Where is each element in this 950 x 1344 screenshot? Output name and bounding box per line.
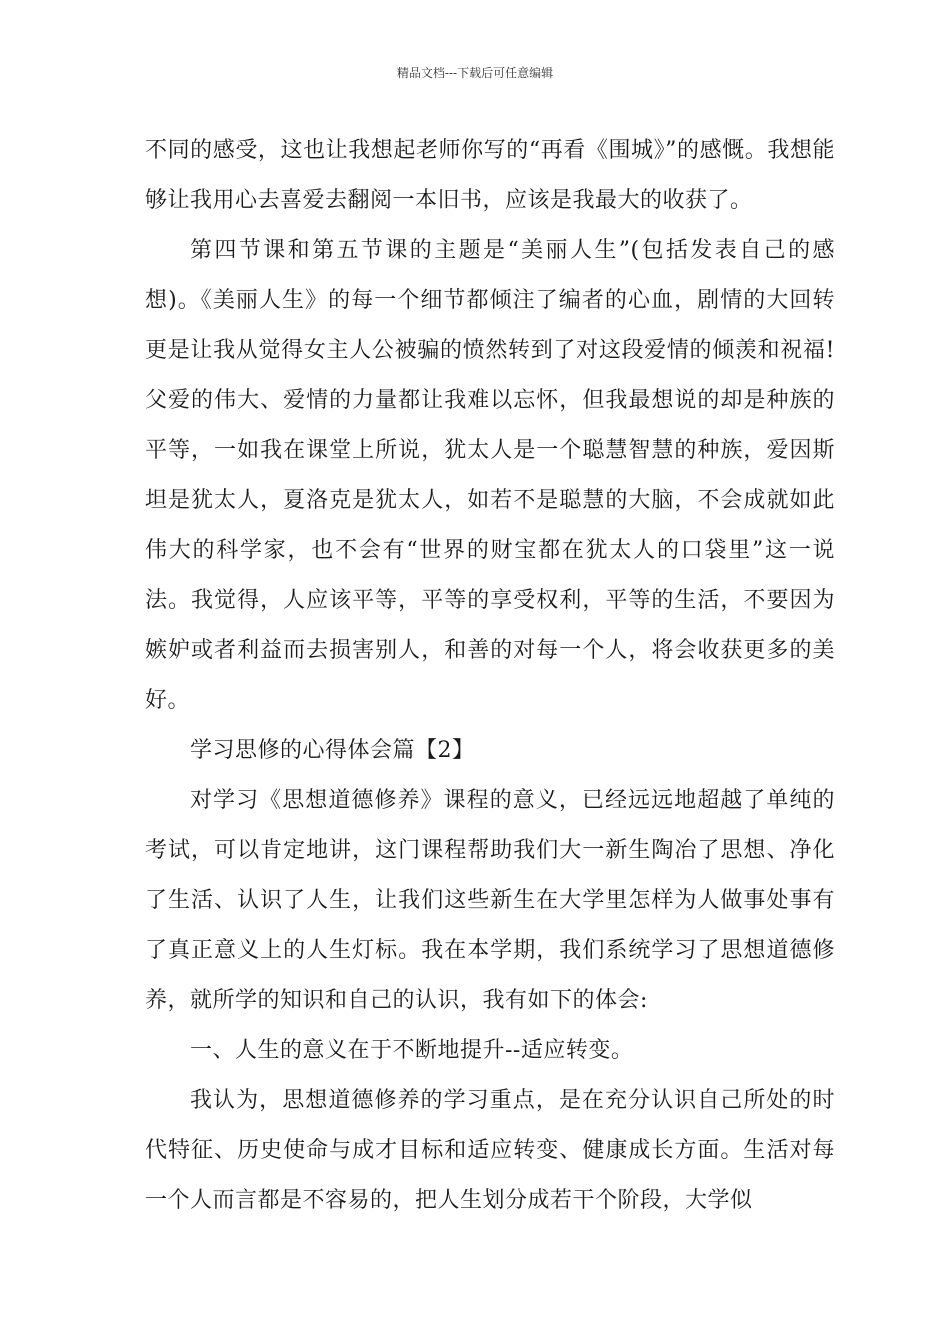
paragraph-course-meaning: 对学习《思想道德修养》课程的意义，已经远远地超越了单纯的考试，可以肯定地讲，这门课程帮助我们大一新生陶冶了思想、净化了生活、认识了人生，让我们这些新生在大学里怎样为人做事处事有了真正意义上的人生灯标。我在本学期，我们系统学习了思想道德修养，就所学的知识和自己的认识，我有如下的体会: [145,788,835,1013]
page-header: 精品文档---下载后可任意编辑 [396,66,554,80]
paragraph-study-focus: 我认为，思想道德修养的学习重点，是在充分认识自己所处的时代特征、历史使命与成才目标和适应转变、健康成长方面。生活对每一个人而言都是不容易的，把人生划分成若干个阶段，大学似 [145,1088,835,1213]
document-body [145,126,835,1226]
paragraph-beautiful-life: 第四节课和第五节课的主题是“美丽人生”(包括发表自己的感想)。《美丽人生》的每一个细节都倾注了编者的心血，剧情的大回转更是让我从觉得女主人公被骗的愤然转到了对这段爱情的倾羡和祝福!父爱的伟大、爱情的力量都让我难以忘怀，但我最想说的却是种族的平等，一如我在课堂上所说，犹太人是一个聪慧智慧的种族，爱因斯坦是犹太人，夏洛克是犹太人，如若不是聪慧的大脑，不会成就如此伟大的科学家，也不会有“世界的财宝都在犹太人的口袋里”这一说法。我觉得，人应该平等，平等的享受权利，平等的生活，不要因为嫉妒或者利益而去损害别人，和善的对每一个人，将会收获更多的美好。 [145,238,835,713]
subheading-point-one: 一、人生的意义在于不断地提升--适应转变。 [190,1038,634,1063]
section-heading: 学习思修的心得体会篇【2】 [190,738,475,763]
paragraph-continuation: 不同的感受，这也让我想起老师你写的“再看《围城》”的感慨。我想能够让我用心去喜爱去翻阅一本旧书，应该是我最大的收获了。 [145,138,835,213]
